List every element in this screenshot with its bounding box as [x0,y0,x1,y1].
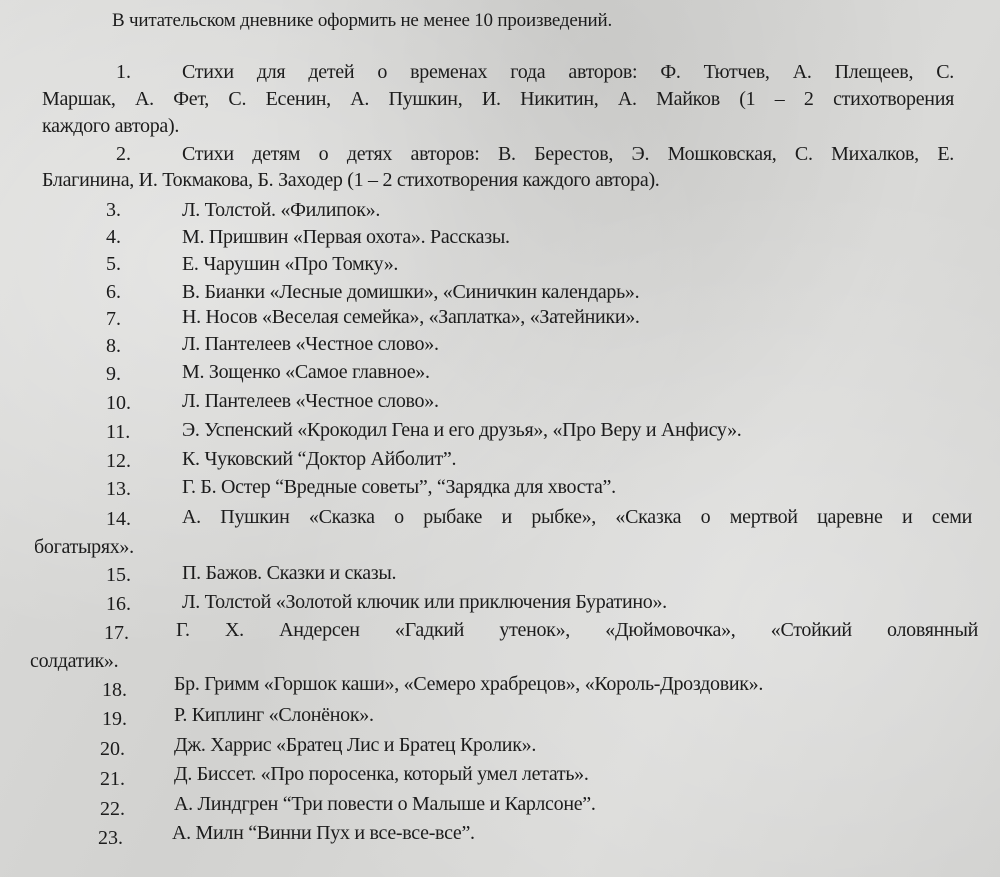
item-text: П. Бажов. Сказки и сказы. [182,562,397,584]
item-text: А. Пушкин «Сказка о рыбаке и рыбке», «Сказка о мертвой царевне и семи [182,506,972,528]
item-text: Дж. Харрис «Братец Лис и Братец Кролик». [174,734,537,756]
item-text: Р. Киплинг «Слонёнок». [174,704,374,726]
item-text: Бр. Гримм «Горшок каши», «Семеро храбрецов», «Король-Дроздовик». [174,673,764,695]
item-number: 21. [100,768,125,790]
item-text-continued: Благинина, И. Токмакова, Б. Заходер (1 – 2 стихотворения каждого автора). [42,169,660,191]
item-number: 22. [100,798,125,820]
item-number: 3. [106,199,121,221]
item-number: 10. [106,392,131,414]
item-text: Л. Пантелеев «Честное слово». [182,390,439,412]
item-text-continued: Маршак, А. Фет, С. Есенин, А. Пушкин, И. Никитин, А. Майков (1 – 2 стихотворения [42,88,954,110]
item-text: Л. Толстой «Золотой ключик или приключения Буратино». [182,591,667,613]
item-number: 7. [106,308,121,330]
item-number: 20. [100,738,125,760]
item-number: 16. [106,593,131,615]
item-number: 14. [106,508,131,530]
item-text: А. Линдгрен “Три повести о Малыше и Карлсоне”. [174,793,596,815]
item-number: 4. [106,226,121,248]
item-number: 15. [106,564,131,586]
item-number: 13. [106,478,131,500]
item-number: 18. [102,679,127,701]
item-text-continued: солдатик». [30,650,119,672]
item-text: Стихи детям о детях авторов: В. Берестов, Э. Мошковская, С. Михалков, Е. [182,143,954,165]
item-number: 9. [106,363,121,385]
item-number: 11. [106,421,131,443]
item-text-continued: богатырях». [34,536,134,558]
item-text: Г. Б. Остер “Вредные советы”, “Зарядка для хвоста”. [182,476,616,498]
item-text: Стихи для детей о временах года авторов: Ф. Тютчев, А. Плещеев, С. [182,61,954,83]
item-text: Г. Х. Андерсен «Гадкий утенок», «Дюймовочка», «Стойкий оловянный [176,619,978,641]
item-text: Э. Успенский «Крокодил Гена и его друзья», «Про Веру и Анфису». [182,419,742,441]
item-number: 2. [116,143,131,165]
document-heading: В читательском дневнике оформить не менее 10 произведений. [112,10,613,31]
item-text: Н. Носов «Веселая семейка», «Заплатка», «Затейники». [182,306,640,328]
item-text: Е. Чарушин «Про Томку». [182,253,399,275]
item-text: Л. Пантелеев «Честное слово». [182,333,439,355]
item-number: 12. [106,450,131,472]
item-number: 6. [106,281,121,303]
item-number: 5. [106,253,121,275]
item-text: Д. Биссет. «Про поросенка, который умел летать». [174,763,589,785]
item-number: 23. [98,827,123,849]
item-text: В. Бианки «Лесные домишки», «Синичкин календарь». [182,281,640,303]
item-text: М. Пришвин «Первая охота». Рассказы. [182,226,510,248]
item-text-continued: каждого автора). [42,115,180,137]
item-text: К. Чуковский “Доктор Айболит”. [182,448,457,470]
item-text: М. Зощенко «Самое главное». [182,361,430,383]
item-number: 8. [106,335,121,357]
item-number: 19. [102,708,127,730]
item-text: А. Милн “Винни Пух и все-все-все”. [172,822,475,844]
item-number: 1. [116,61,131,83]
item-number: 17. [104,622,129,644]
item-text: Л. Толстой. «Филипок». [182,199,381,221]
